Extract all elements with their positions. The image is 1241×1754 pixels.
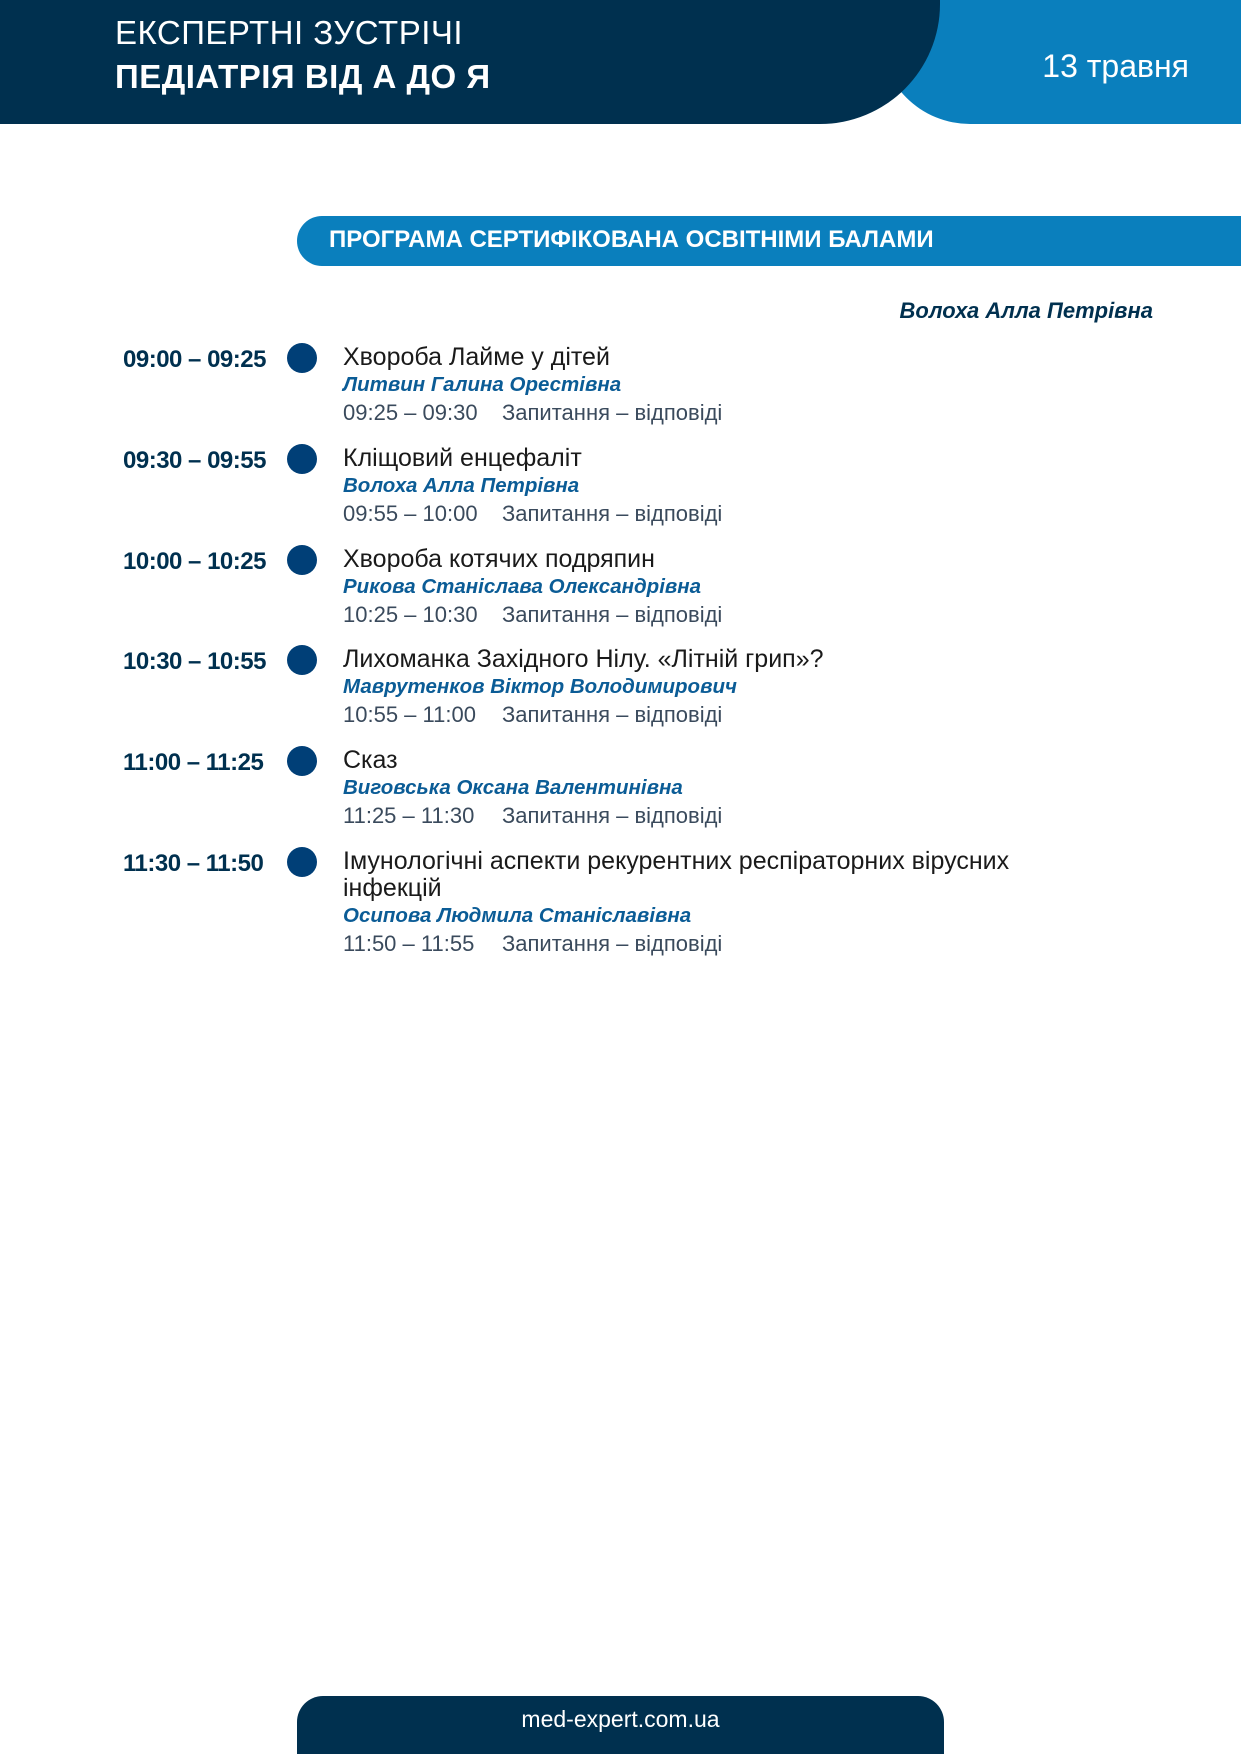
session-details [343, 445, 1103, 528]
session-title: Хвороба котячих подряпин [343, 545, 655, 573]
session-speaker: Литвин Галина Орестівна [343, 373, 622, 396]
session-details [343, 344, 1103, 427]
event-series-title: ЕКСПЕРТНІ ЗУСТРІЧІ [115, 14, 464, 51]
session-time: 09:00 – 09:25 [123, 346, 266, 373]
timeline-dot-icon [287, 847, 317, 877]
session-qa [343, 399, 1103, 427]
moderator-name: Волоха Алла Петрівна [899, 298, 1153, 323]
session-title: Імунологічні аспекти рекурентних респіраторних вірусних інфекцій [343, 847, 1010, 902]
session-time: 11:30 – 11:50 [123, 850, 264, 877]
event-title: ПЕДІАТРІЯ ВІД А ДО Я [115, 58, 491, 95]
session-details [343, 646, 1103, 729]
session-speaker: Осипова Людмила Станіславівна [343, 904, 692, 927]
timeline-dot-icon [287, 746, 317, 776]
session-time: 11:00 – 11:25 [123, 749, 264, 776]
session-title: Сказ [343, 746, 398, 774]
session-details [343, 848, 1103, 958]
website-url[interactable]: med-expert.com.ua [521, 1706, 720, 1732]
qa-time: 10:55 – 11:00 [343, 702, 476, 727]
session-speaker: Рикова Станіслава Олександрівна [343, 575, 702, 598]
session-qa [343, 802, 1103, 830]
session-time: 09:30 – 09:55 [123, 447, 266, 474]
qa-label: Запитання – відповіді [502, 931, 723, 956]
qa-label: Запитання – відповіді [502, 702, 723, 727]
session-details [343, 747, 1103, 830]
session-details [343, 546, 1103, 629]
session-title: Хвороба Лайме у дітей [343, 343, 610, 371]
session-qa [343, 500, 1103, 528]
qa-time: 11:50 – 11:55 [343, 931, 475, 956]
timeline-dot-icon [287, 343, 317, 373]
footer-bar [297, 1696, 944, 1754]
header-bar [0, 0, 940, 124]
session-time: 10:30 – 10:55 [123, 648, 266, 675]
qa-label: Запитання – відповіді [502, 803, 723, 828]
event-date: 13 травня [1042, 48, 1189, 84]
qa-label: Запитання – відповіді [502, 400, 723, 425]
certification-banner [297, 216, 1241, 266]
qa-time: 09:25 – 09:30 [343, 400, 478, 425]
session-speaker: Виговська Оксана Валентинівна [343, 776, 683, 799]
session-time: 10:00 – 10:25 [123, 548, 266, 575]
qa-label: Запитання – відповіді [502, 501, 723, 526]
session-qa [343, 701, 1103, 729]
timeline-dot-icon [287, 444, 317, 474]
qa-time: 11:25 – 11:30 [343, 803, 475, 828]
session-qa [343, 930, 1103, 958]
session-title: Кліщовий енцефаліт [343, 444, 582, 472]
qa-time: 09:55 – 10:00 [343, 501, 478, 526]
session-speaker: Маврутенков Віктор Володимирович [343, 675, 737, 698]
qa-time: 10:25 – 10:30 [343, 602, 478, 627]
certification-banner-text: ПРОГРАМА СЕРТИФІКОВАНА ОСВІТНІМИ БАЛАМИ [329, 226, 934, 253]
timeline-dot-icon [287, 545, 317, 575]
session-qa [343, 601, 1103, 629]
qa-label: Запитання – відповіді [502, 602, 723, 627]
timeline-dot-icon [287, 645, 317, 675]
session-speaker: Волоха Алла Петрівна [343, 474, 580, 497]
session-title: Лихоманка Західного Нілу. «Літній грип»? [343, 645, 824, 673]
